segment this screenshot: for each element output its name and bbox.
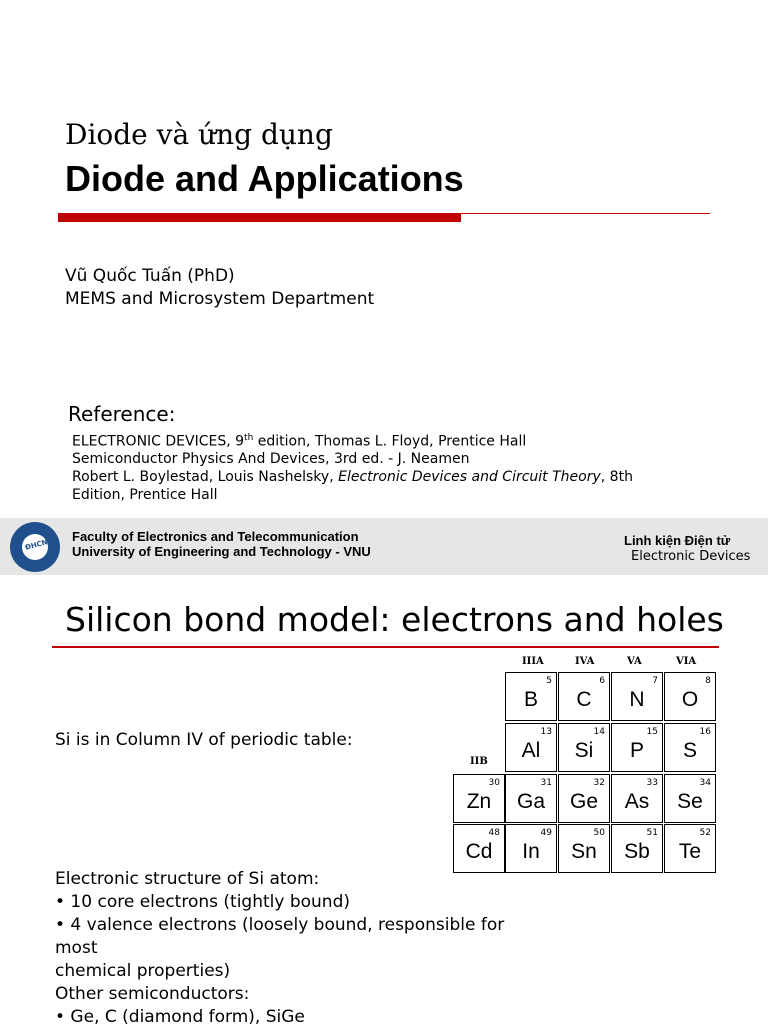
- atomic-number: 33: [646, 778, 658, 788]
- atomic-number: 15: [646, 727, 658, 737]
- element-cell: [505, 774, 557, 823]
- element-cell: [664, 672, 716, 721]
- slide-title-english: Diode and Applications: [65, 158, 464, 199]
- body-line: most: [55, 938, 98, 958]
- university-name: University of Engineering and Technology - VNU: [72, 544, 371, 559]
- slide-title-vietnamese: Diode và ứng dụng: [65, 118, 333, 151]
- element-cell: [611, 774, 663, 823]
- atomic-number: 32: [593, 778, 605, 788]
- element-symbol: B: [523, 688, 538, 711]
- atomic-number: 34: [699, 778, 711, 788]
- body-line: Electronic structure of Si atom:: [55, 869, 320, 889]
- element-cell: [611, 672, 663, 721]
- element-symbol: P: [629, 739, 644, 762]
- element-symbol: Zn: [466, 790, 492, 813]
- element-cell: [505, 723, 557, 772]
- body-line: • 4 valence electrons (loosely bound, responsible for: [55, 915, 505, 935]
- group-label-via: VIA: [676, 656, 697, 667]
- group-label-iib: IIB: [470, 756, 488, 767]
- element-cell: [505, 672, 557, 721]
- atomic-number: 16: [699, 727, 711, 737]
- atomic-number: 31: [540, 778, 552, 788]
- element-symbol: S: [682, 739, 697, 762]
- slide2-title-underline: [52, 646, 719, 648]
- element-cell: [664, 723, 716, 772]
- body-line: • Ge, C (diamond form), SiGe: [55, 1007, 305, 1027]
- university-logo-text: ĐHCN: [24, 538, 49, 552]
- element-symbol: Se: [677, 790, 703, 813]
- element-symbol: Ga: [516, 790, 545, 813]
- slide2-title: Silicon bond model: electrons and holes: [65, 600, 724, 639]
- element-cell: [558, 824, 610, 873]
- atomic-number: 5: [546, 676, 552, 686]
- atomic-number: 6: [599, 676, 605, 686]
- element-cell: [558, 672, 610, 721]
- reference-item: Edition, Prentice Hall: [72, 487, 218, 504]
- course-title-vietnamese: Linh kiện Điện tử: [624, 533, 731, 548]
- element-symbol: N: [629, 688, 645, 711]
- reference-list: [72, 430, 633, 505]
- group-label-va: VA: [627, 656, 642, 667]
- atomic-number: 8: [705, 676, 711, 686]
- periodic-table: [453, 672, 716, 875]
- element-symbol: O: [681, 688, 699, 711]
- group-label-iiia: IIIA: [522, 656, 544, 667]
- element-symbol: Al: [521, 739, 541, 762]
- author-department: MEMS and Microsystem Department: [65, 289, 375, 309]
- atomic-number: 51: [646, 828, 658, 838]
- atomic-number: 52: [699, 828, 711, 838]
- atomic-number: 7: [652, 676, 658, 686]
- title-underline-thick: [58, 213, 461, 222]
- faculty-info: [72, 529, 371, 559]
- atomic-number: 50: [593, 828, 605, 838]
- author-block: [65, 265, 374, 311]
- faculty-name: Faculty of Electronics and Telecommunication: [72, 529, 359, 544]
- element-symbol: Ge: [569, 790, 598, 813]
- atomic-number: 48: [488, 828, 500, 838]
- atomic-number: 13: [540, 727, 552, 737]
- element-symbol: Cd: [465, 840, 493, 863]
- body-line: Other semiconductors:: [55, 984, 250, 1004]
- element-symbol: Sn: [571, 840, 597, 863]
- element-cell: [664, 824, 716, 873]
- atomic-number: 49: [540, 828, 552, 838]
- element-symbol: Te: [678, 840, 702, 863]
- element-cell: [664, 774, 716, 823]
- electronic-structure-text: [55, 868, 504, 1029]
- atomic-number: 30: [488, 778, 500, 788]
- atomic-number: 14: [593, 727, 605, 737]
- reference-item: Robert L. Boylestad, Louis Nashelsky, Electronic Devices and Circuit Theory, 8th: [72, 469, 633, 486]
- element-symbol: As: [624, 790, 650, 813]
- author-name: Vũ Quốc Tuấn (PhD): [65, 266, 235, 286]
- element-cell: [558, 774, 610, 823]
- reference-heading: Reference:: [68, 402, 176, 426]
- element-cell: [505, 824, 557, 873]
- element-cell: [611, 824, 663, 873]
- element-symbol: In: [522, 840, 540, 863]
- reference-item: ELECTRONIC DEVICES, 9th edition, Thomas L. Floyd, Prentice Hall: [72, 433, 527, 450]
- element-cell: [453, 774, 505, 823]
- element-symbol: Sb: [624, 840, 650, 863]
- reference-item: Semiconductor Physics And Devices, 3rd ed. - J. Neamen: [72, 451, 470, 468]
- body-line: chemical properties): [55, 961, 231, 981]
- element-symbol: C: [576, 688, 592, 711]
- element-cell: [453, 824, 505, 873]
- si-column-text: Si is in Column IV of periodic table:: [55, 730, 353, 750]
- course-title-english: Electronic Devices: [631, 549, 751, 564]
- body-line: • 10 core electrons (tightly bound): [55, 892, 351, 912]
- element-cell: [611, 723, 663, 772]
- group-label-iva: IVA: [575, 656, 595, 667]
- title-underline-thin: [461, 213, 710, 214]
- element-cell: [558, 723, 610, 772]
- element-symbol: Si: [574, 739, 594, 762]
